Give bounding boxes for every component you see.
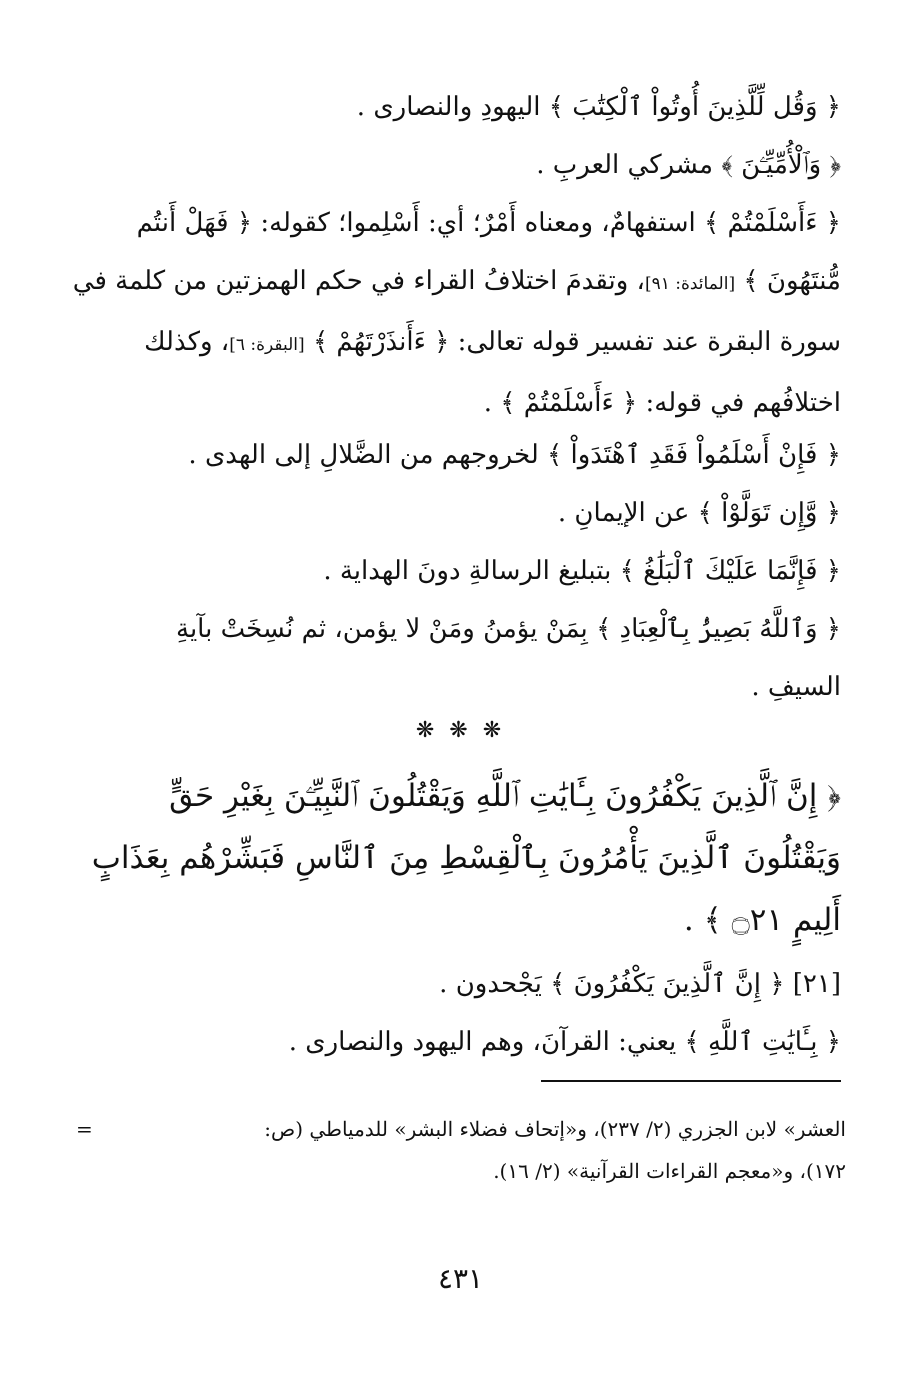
commentary-line: [٢١] ﴿ إِنَّ ٱلَّذِينَ يَكْفُرُونَ ﴾ يَجْحدون . <box>439 969 841 999</box>
footnote-line: العشر» لابن الجزري (٢/ ٢٣٧)، و«إتحاف فضلاء البشر» للدمياطي (ص: <box>264 1117 846 1141</box>
verse-line: ﴿ إِنَّ ٱلَّذِينَ يَكْفُرُونَ بِـَٔايَٰتِ ٱللَّهِ وَيَقْتُلُونَ ٱلنَّبِيِّـۧنَ بِغَيْرِ حَقٍّ <box>169 778 841 814</box>
commentary-line: ﴿ فَإِنْ أَسْلَمُواْ فَقَدِ ٱهْتَدَواْ ﴾ لخروجهم من الضَّلالِ إلى الهدى . <box>188 440 841 470</box>
footnote-line: ١٧٢)، و«معجم القراءات القرآنية» (٢/ ١٦). <box>493 1159 846 1183</box>
paragraph-line: ﴿ وَٱللَّهُ بَصِيرُۢ بِٱلْعِبَادِ ﴾ بِمَنْ يؤمنُ ومَنْ لا يؤمن، ثم نُسِخَتْ بآيةِ <box>176 614 841 644</box>
footnote-divider <box>541 1080 841 1082</box>
paragraph-text: ، وتقدمَ اختلافُ القراء في حكم الهمزتين من كلمة في <box>72 266 645 296</box>
quran-verse-21 <box>81 765 841 951</box>
page-number: ٤٣١ <box>437 1262 484 1295</box>
quran-fragment: مُّنتَهُونَ ﴾ <box>743 266 841 296</box>
paragraph-line: السيفِ . <box>751 672 841 702</box>
commentary-line: ﴿ وَٱلْأُمِّيِّـۧنَ ﴾ مشركي العربِ . <box>536 150 841 180</box>
verse-line: أَلِيمٍ ۝٢١ ﴾ . <box>683 902 841 938</box>
paragraph-line: ﴿ ءَأَسْلَمْتُمْ ﴾ استفهامٌ، ومعناه أَمْرٌ؛ أي: أَسْلِموا؛ كقوله: ﴿ فَهَلْ أَنتُم <box>136 208 841 238</box>
commentary-line: ﴿ وَقُل لِّلَّذِينَ أُوتُواْ ٱلْكِتَٰبَ ﴾ اليهودِ والنصارى . <box>356 92 841 122</box>
commentary-line: ﴿ بِـَٔايَٰتِ ٱللَّهِ ﴾ يعني: القرآنَ، وهم اليهود والنصارى . <box>288 1027 841 1057</box>
commentary-middle <box>81 426 841 600</box>
section-separator: ❋ ❋ ❋ <box>415 718 506 743</box>
footnote-continuation-mark: = <box>76 1117 93 1141</box>
verse-reference: [البقرة: ٦] <box>229 335 305 355</box>
commentary-line: ﴿ فَإِنَّمَا عَلَيْكَ ٱلْبَلَٰغُ ﴾ بتبليغ الرسالةِ دونَ الهداية . <box>323 556 841 586</box>
verse-line: وَيَقْتُلُونَ ٱلَّذِينَ يَأْمُرُونَ بِٱلْقِسْطِ مِنَ ٱلنَّاسِ فَبَشِّرْهُم بِعَذَابٍ <box>91 840 841 876</box>
verse-reference: [المائدة: ٩١] <box>644 274 736 294</box>
paragraph-line <box>81 313 841 374</box>
paragraph-text: ، وكذلك <box>144 327 230 357</box>
footnote <box>76 1108 846 1192</box>
commentary-bottom <box>81 955 841 1071</box>
paragraph-line <box>72 252 841 313</box>
commentary-top <box>81 78 841 194</box>
commentary-paragraph-basir <box>81 600 841 716</box>
commentary-paragraph-istifham <box>72 194 841 432</box>
paragraph-text: سورة البقرة عند تفسير قوله تعالى: ﴿ ءَأَنذَرْتَهُمْ ﴾ <box>312 327 841 357</box>
commentary-line: ﴿ وَّإِن تَوَلَّوْاْ ﴾ عن الإيمانِ . <box>557 498 841 528</box>
paragraph-line: اختلافُهم في قوله: ﴿ ءَأَسْلَمْتُمْ ﴾ . <box>483 388 841 418</box>
